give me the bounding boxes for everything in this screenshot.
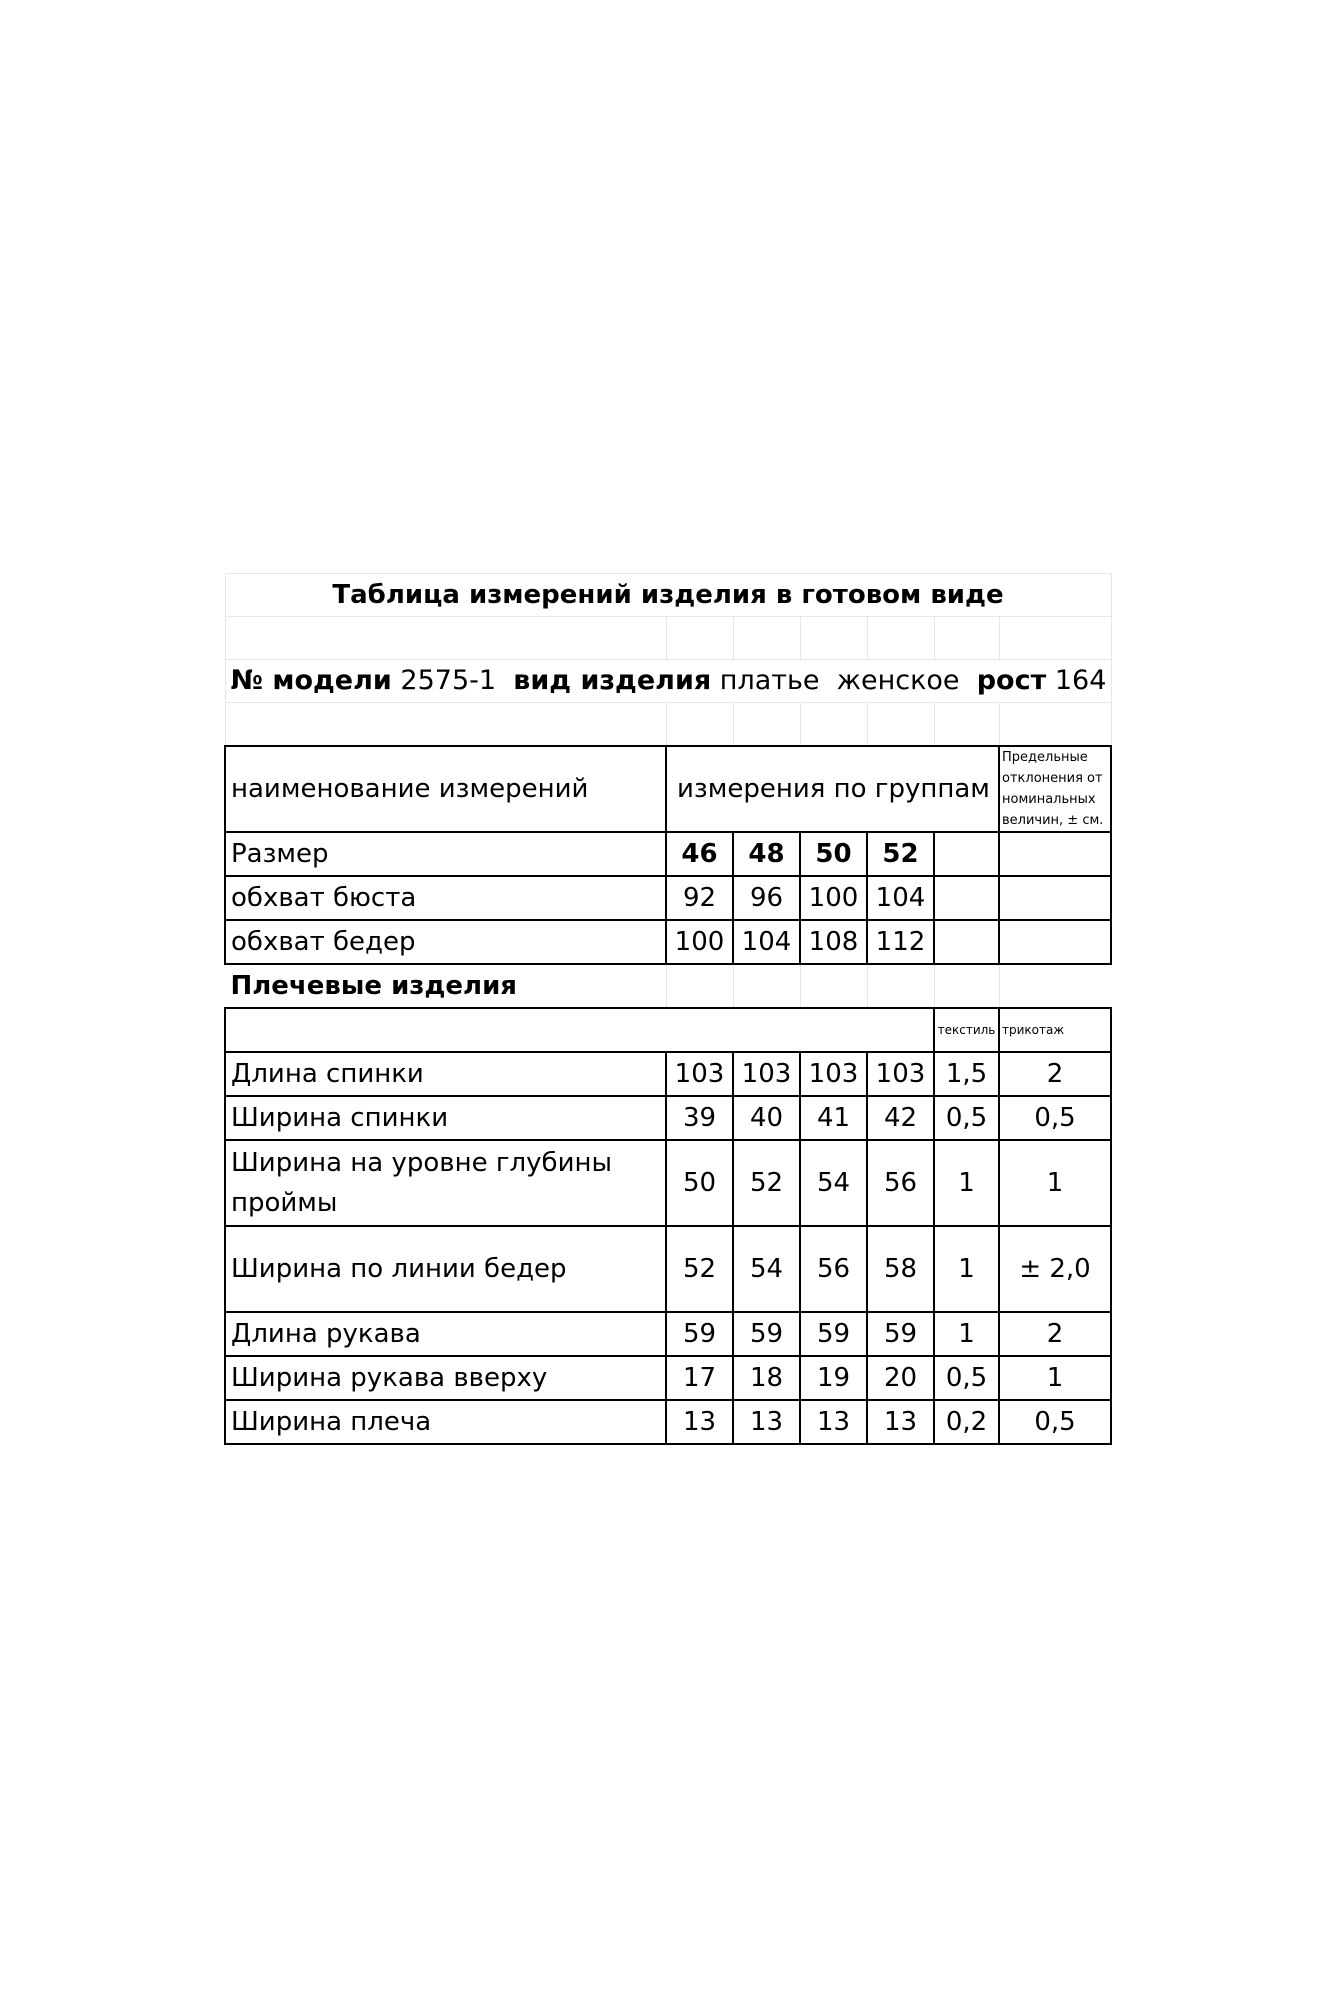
table-row — [225, 1052, 1111, 1096]
row-label: Ширина спинки — [225, 1096, 666, 1140]
row-value: 42 — [867, 1096, 934, 1140]
row-value: 40 — [733, 1096, 800, 1140]
section-row — [225, 964, 1111, 1008]
row-value: 13 — [666, 1400, 733, 1444]
empty-cell — [934, 876, 999, 920]
measurement-table — [224, 573, 1112, 1445]
textile-tolerance: 1 — [934, 1226, 999, 1312]
textile-header: текстиль — [934, 1008, 999, 1052]
height-label: рост — [976, 665, 1047, 696]
row-value: 112 — [867, 920, 934, 964]
table-title: Таблица измерений изделия в готовом виде — [225, 574, 1111, 617]
size-50: 50 — [800, 832, 867, 876]
row-value: 20 — [867, 1356, 934, 1400]
model-value: 2575-1 — [400, 665, 497, 696]
table-row — [225, 1312, 1111, 1356]
row-value: 108 — [800, 920, 867, 964]
table-row — [225, 1356, 1111, 1400]
knit-header: трикотаж — [999, 1008, 1111, 1052]
row-label: обхват бюста — [225, 876, 666, 920]
height-value: 164 — [1054, 665, 1107, 696]
empty-cell — [934, 920, 999, 964]
textile-tolerance: 1 — [934, 1312, 999, 1356]
empty-cell — [934, 832, 999, 876]
row-value: 59 — [867, 1312, 934, 1356]
textile-tolerance: 0,5 — [934, 1096, 999, 1140]
table-row — [225, 876, 1111, 920]
row-value: 92 — [666, 876, 733, 920]
row-value: 52 — [666, 1226, 733, 1312]
empty-cell — [999, 832, 1111, 876]
kind-label: вид изделия — [513, 665, 712, 696]
row-value: 103 — [733, 1052, 800, 1096]
knit-tolerance: 2 — [999, 1312, 1111, 1356]
row-value: 104 — [733, 920, 800, 964]
row-value: 100 — [800, 876, 867, 920]
header-name: наименование измерений — [225, 746, 666, 832]
table-row — [225, 1400, 1111, 1444]
row-value: 13 — [733, 1400, 800, 1444]
size-label: Размер — [225, 832, 666, 876]
row-value: 59 — [666, 1312, 733, 1356]
size-46: 46 — [666, 832, 733, 876]
row-value: 59 — [733, 1312, 800, 1356]
textile-tolerance: 0,2 — [934, 1400, 999, 1444]
row-value: 13 — [867, 1400, 934, 1444]
textile-tolerance: 0,5 — [934, 1356, 999, 1400]
header-groups: измерения по группам — [666, 746, 999, 832]
row-value: 13 — [800, 1400, 867, 1444]
table-row — [225, 1096, 1111, 1140]
row-value: 54 — [733, 1226, 800, 1312]
knit-tolerance: 2 — [999, 1052, 1111, 1096]
row-value: 59 — [800, 1312, 867, 1356]
spacer-row — [225, 617, 1111, 660]
row-label: Ширина по линии бедер — [225, 1226, 666, 1312]
knit-tolerance: 0,5 — [999, 1400, 1111, 1444]
row-value: 56 — [800, 1226, 867, 1312]
row-label: Ширина на уровне глубины проймы — [225, 1140, 666, 1226]
size-row — [225, 832, 1111, 876]
textile-tolerance: 1,5 — [934, 1052, 999, 1096]
knit-tolerance: 1 — [999, 1356, 1111, 1400]
row-label: Ширина рукава вверху — [225, 1356, 666, 1400]
knit-tolerance: ± 2,0 — [999, 1226, 1111, 1312]
row-label: Длина рукава — [225, 1312, 666, 1356]
spacer-row — [225, 703, 1111, 747]
kind-value: платье женское — [719, 665, 960, 696]
row-value: 58 — [867, 1226, 934, 1312]
size-52: 52 — [867, 832, 934, 876]
row-value: 39 — [666, 1096, 733, 1140]
row-label: Длина спинки — [225, 1052, 666, 1096]
table-row — [225, 1140, 1111, 1226]
measurement-sheet — [224, 573, 1110, 1445]
row-value: 103 — [867, 1052, 934, 1096]
textile-tolerance: 1 — [934, 1140, 999, 1226]
row-value: 50 — [666, 1140, 733, 1226]
model-info — [225, 660, 1111, 703]
size-48: 48 — [733, 832, 800, 876]
empty-cell — [999, 876, 1111, 920]
knit-tolerance: 0,5 — [999, 1096, 1111, 1140]
model-row — [225, 660, 1111, 703]
empty-cell — [999, 920, 1111, 964]
row-value: 96 — [733, 876, 800, 920]
empty-cell — [225, 1008, 934, 1052]
row-label: Ширина плеча — [225, 1400, 666, 1444]
row-value: 104 — [867, 876, 934, 920]
row-value: 103 — [666, 1052, 733, 1096]
row-label: обхват бедер — [225, 920, 666, 964]
table-row — [225, 920, 1111, 964]
title-row — [225, 574, 1111, 617]
row-value: 19 — [800, 1356, 867, 1400]
model-label: № модели — [230, 665, 392, 696]
row-value: 103 — [800, 1052, 867, 1096]
row-value: 54 — [800, 1140, 867, 1226]
row-value: 56 — [867, 1140, 934, 1226]
section-title: Плечевые изделия — [225, 964, 666, 1008]
row-value: 52 — [733, 1140, 800, 1226]
header-deviation: Предельные отклонения от номинальных величин, ± см. — [999, 746, 1111, 832]
knit-tolerance: 1 — [999, 1140, 1111, 1226]
header-row — [225, 746, 1111, 832]
row-value: 18 — [733, 1356, 800, 1400]
table-row — [225, 1226, 1111, 1312]
row-value: 100 — [666, 920, 733, 964]
row-value: 41 — [800, 1096, 867, 1140]
row-value: 17 — [666, 1356, 733, 1400]
tolerance-header-row — [225, 1008, 1111, 1052]
